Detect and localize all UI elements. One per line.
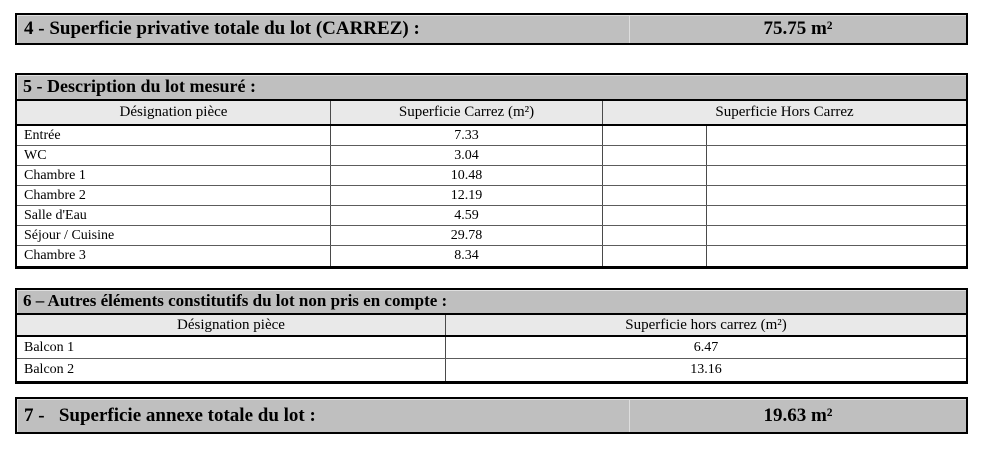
table-row-chambre-3 — [17, 246, 966, 266]
empty-cell — [707, 206, 966, 225]
piece-name: Séjour / Cuisine — [17, 226, 331, 245]
empty-cell — [603, 186, 707, 205]
carrez-value: 7.33 — [331, 126, 603, 145]
empty-cell — [707, 226, 966, 245]
empty-cell — [707, 246, 966, 266]
carrez-value: 4.59 — [331, 206, 603, 225]
section5-description-table — [15, 73, 968, 269]
table-row-balcon-1 — [17, 337, 966, 359]
table-row-salle-d-eau — [17, 206, 966, 226]
piece-name: WC — [17, 146, 331, 165]
hors-carrez-value: 6.47 — [693, 339, 719, 355]
column-header-designation-piece: Désignation pièce — [17, 315, 446, 335]
table-row-entree — [17, 126, 966, 146]
empty-cell — [603, 206, 707, 225]
table-row-chambre-2 — [17, 186, 966, 206]
carrez-value: 12.19 — [331, 186, 603, 205]
section4-total-value: 75.75 m² — [763, 18, 833, 39]
piece-name: Chambre 2 — [17, 186, 331, 205]
section6-autres-elements-table — [15, 288, 968, 384]
empty-cell — [707, 126, 966, 145]
table-row-balcon-2 — [17, 359, 966, 381]
column-header-superficie-hors-carrez: Superficie Hors Carrez — [715, 104, 854, 120]
section7-total-value: 19.63 m² — [763, 404, 833, 426]
column-header-superficie-hors-carrez: Superficie hors carrez (m²) — [625, 316, 787, 333]
hors-carrez-value: 13.16 — [690, 362, 722, 377]
empty-cell — [603, 246, 707, 266]
section4-label: 4 - Superficie privative totale du lot (CARREZ) : — [24, 18, 420, 39]
table-row-chambre-1 — [17, 166, 966, 186]
empty-cell — [707, 146, 966, 165]
piece-name: Balcon 1 — [17, 337, 446, 358]
column-header-superficie-carrez: Superficie Carrez (m²) — [331, 101, 603, 124]
section4-total-carrez-bar — [15, 13, 968, 45]
section6-header-row — [17, 315, 966, 337]
section6-title: 6 – Autres éléments constitutifs du lot non pris en compte : — [17, 290, 966, 315]
section7-label: 7 - Superficie annexe totale du lot : — [24, 404, 316, 426]
column-header-designation-piece: Désignation pièce — [17, 101, 331, 124]
table-row-wc — [17, 146, 966, 166]
section5-header-row — [17, 101, 966, 126]
piece-name: Salle d'Eau — [17, 206, 331, 225]
empty-cell — [603, 146, 707, 165]
piece-name: Balcon 2 — [17, 359, 446, 381]
table-row-sejour-cuisine — [17, 226, 966, 246]
empty-cell — [603, 226, 707, 245]
carrez-value: 29.78 — [331, 226, 603, 245]
piece-name: Entrée — [17, 126, 331, 145]
carrez-value: 10.48 — [331, 166, 603, 185]
empty-cell — [707, 186, 966, 205]
section7-total-annexe-bar — [15, 397, 968, 434]
empty-cell — [707, 166, 966, 185]
empty-cell — [603, 166, 707, 185]
section5-title: 5 - Description du lot mesuré : — [17, 75, 966, 101]
piece-name: Chambre 1 — [17, 166, 331, 185]
carrez-value: 3.04 — [331, 146, 603, 165]
carrez-value: 8.34 — [331, 246, 603, 266]
piece-name: Chambre 3 — [17, 246, 331, 266]
empty-cell — [603, 126, 707, 145]
